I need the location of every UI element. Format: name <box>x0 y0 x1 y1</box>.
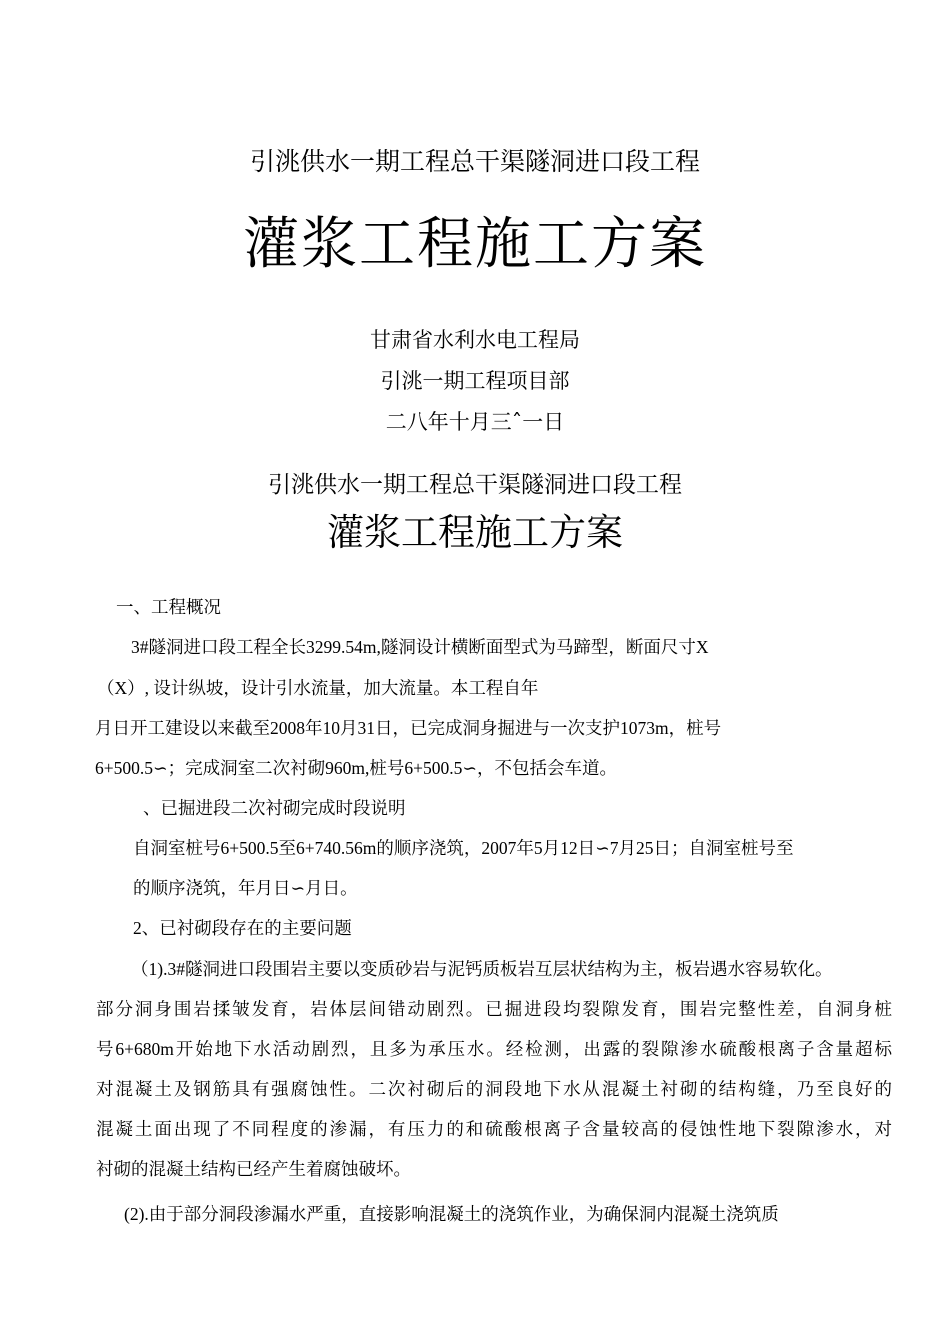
body-main-title: 灌浆工程施工方案 <box>327 511 623 554</box>
p2-line3: 号6+680m开始地下水活动剧烈，且多为承压水。经检测，出露的裂隙渗水硫酸根离子含量超标 <box>96 1039 892 1059</box>
p3-line1: (2).由于部分洞段渗漏水严重，直接影响混凝土的浇筑作业，为确保洞内混凝土浇筑质 <box>124 1204 779 1224</box>
p2-line2: 部分洞身围岩揉皱发育，岩体层间错动剧烈。已掘进段均裂隙发育，围岩完整性差，自洞身桩 <box>96 999 892 1019</box>
sub1-line1: 自洞室桩号6+500.5至6+740.56m的顺序浇筑，2007年5月12日∽7月25日；自洞室桩号至 <box>133 838 794 858</box>
cover-date: 二八年十月三ˆ一日 <box>385 410 565 434</box>
sub2-heading: 2、已衬砌段存在的主要问题 <box>133 918 352 938</box>
cover-main-title: 灌浆工程施工方案 <box>243 212 707 277</box>
p1-line2: （X）, 设计纵坡，设计引水流量，加大流量。本工程自年 <box>97 678 539 698</box>
p2-line4: 对混凝土及钢筋具有强腐蚀性。二次衬砌后的洞段地下水从混凝土衬砌的结构缝，乃至良好的 <box>96 1079 892 1099</box>
sub1-line2: 的顺序浇筑，年月日∽月日。 <box>133 878 358 898</box>
p1-line3: 月日开工建设以来截至2008年10月31日，已完成洞身掘进与一次支护1073m，桩号 <box>95 718 722 738</box>
cover-project-title: 引洮供水一期工程总干渠隧洞进口段工程 <box>249 147 700 176</box>
section1-heading: 一、工程概况 <box>116 597 221 617</box>
cover-org-line2: 引洮一期工程项目部 <box>380 369 570 393</box>
p1-line1: 3#隧洞进口段工程全长3299.54m,隧洞设计横断面型式为马蹄型，断面尺寸X <box>131 637 709 657</box>
p2-line1: （1).3#隧洞进口段围岩主要以变质砂岩与泥钙质板岩互层状结构为主，板岩遇水容易软化。 <box>131 959 833 979</box>
cover-org-line1: 甘肃省水利水电工程局 <box>370 328 580 352</box>
p1-line4: 6+500.5∽；完成洞室二次衬砌960m,桩号6+500.5∽，不包括会车道。 <box>95 758 618 778</box>
p2-line5: 混凝土面出现了不同程度的渗漏，有压力的和硫酸根离子含量较高的侵蚀性地下裂隙渗水，对 <box>96 1119 892 1139</box>
p2-line6: 衬砌的混凝土结构已经产生着腐蚀破坏。 <box>96 1159 411 1179</box>
body-project-title: 引洮供水一期工程总干渠隧洞进口段工程 <box>268 472 682 498</box>
sub1-heading: 、已掘进段二次衬砌完成时段说明 <box>143 798 406 818</box>
